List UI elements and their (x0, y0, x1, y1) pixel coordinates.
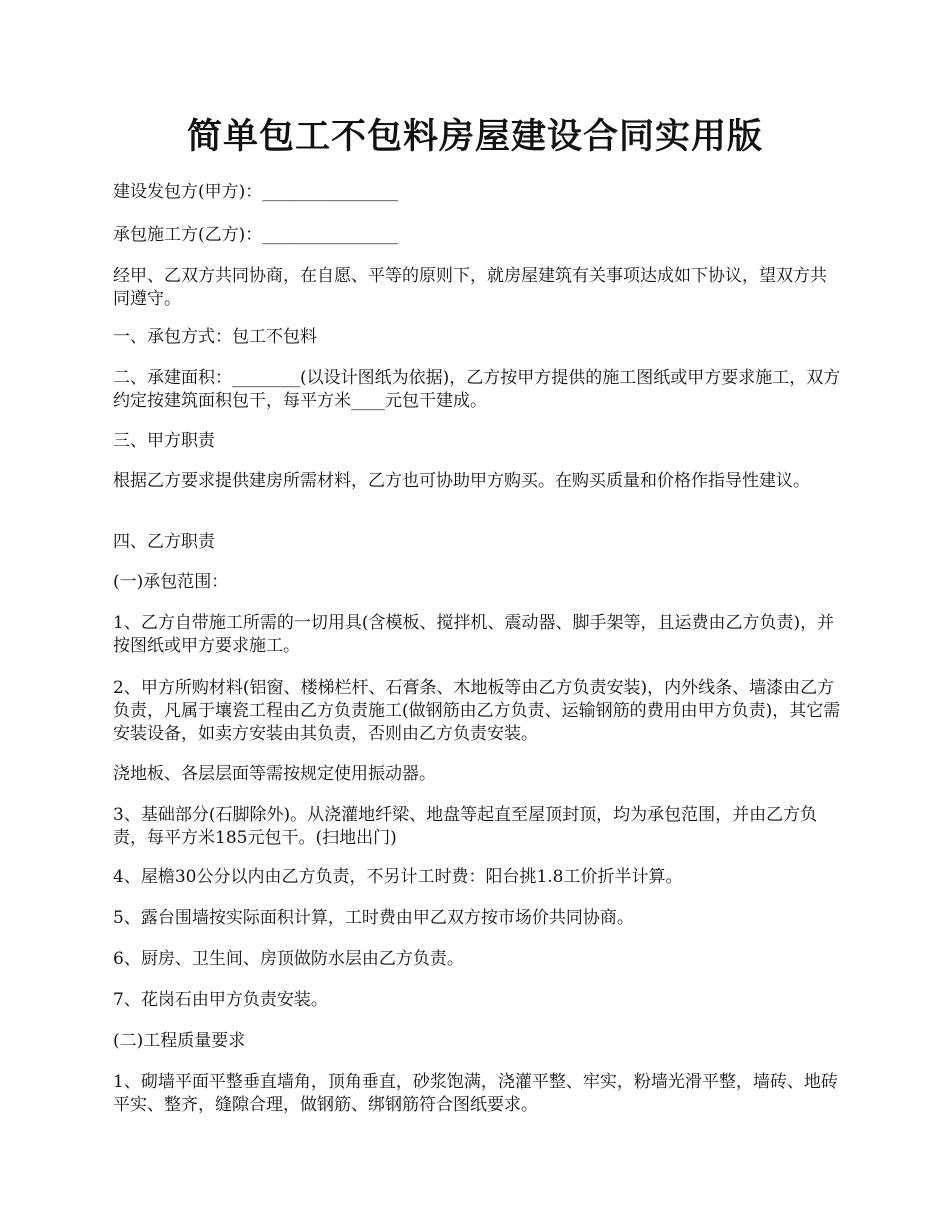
paragraph-scope-item-7: 7、花岗石由甲方负责安装。 (113, 990, 328, 1010)
paragraph-scope-item-4: 4、屋檐30公分以内由乙方负责，不另计工时费：阳台挑1.8工价折半计算。 (113, 867, 683, 887)
paragraph-party-a: 建设发包方(甲方)：________________ (113, 182, 399, 202)
paragraph-scope-item-1: 1、乙方自带施工所需的一切用具(含模板、搅拌机、震动器、脚手架等，且运费由乙方负责)，并按图纸或甲方要求施工。 (113, 613, 835, 656)
paragraph-section-1: 一、承包方式：包工不包料 (113, 327, 317, 347)
paragraph-scope-heading: (一)承包范围： (113, 572, 229, 592)
document-title: 简单包工不包料房屋建设合同实用版 (186, 116, 763, 157)
paragraph-quality-heading: (二)工程质量要求 (113, 1031, 246, 1051)
paragraph-section-3-heading: 三、甲方职责 (113, 431, 215, 451)
paragraph-intro: 经甲、乙双方共同协商，在自愿、平等的原则下，就房屋建筑有关事项达成如下协议，望双方共同遵守。 (113, 266, 827, 309)
paragraph-party-b: 承包施工方(乙方)：________________ (113, 225, 399, 245)
paragraph-section-4-heading: 四、乙方职责 (113, 532, 215, 552)
paragraph-scope-item-6: 6、厨房、卫生间、房顶做防水层由乙方负责。 (113, 949, 464, 969)
paragraph-section-3-body: 根据乙方要求提供建房所需材料，乙方也可协助甲方购买。在购买质量和价格作指导性建议。 (113, 471, 810, 491)
paragraph-section-2: 二、承建面积：________(以设计图纸为依据)，乙方按甲方提供的施工图纸或甲方要求施工，双方约定按建筑面积包干，每平方米____元包干建成。 (113, 368, 841, 411)
paragraph-scope-item-5: 5、露台围墙按实际面积计算，工时费由甲乙双方按市场价共同协商。 (113, 908, 634, 928)
paragraph-scope-item-3: 3、基础部分(石脚除外)。从浇灌地纤梁、地盘等起直至屋顶封顶，均为承包范围，并由乙方负责，每平方米185元包干。(扫地出门) (113, 805, 818, 848)
paragraph-quality-item-1: 1、砌墙平面平整垂直墙角，顶角垂直，砂浆饱满，浇灌平整、牢实，粉墙光滑平整，墙砖、地砖平实、整齐，缝隙合理，做钢筋、绑钢筋符合图纸要求。 (113, 1072, 838, 1115)
paragraph-vibrator-note: 浇地板、各层层面等需按规定使用振动器。 (113, 764, 436, 784)
paragraph-scope-item-2: 2、甲方所购材料(铝窗、楼梯栏杆、石膏条、木地板等由乙方负责安装)，内外线条、墙漆由乙方负责，凡属于壤瓷工程由乙方负责施工(做钢筋由乙方负责、运输钢筋的费用由甲方负责)，其它需安装设备，如卖方安装由其负责，否则由乙方负责安装。 (113, 678, 841, 744)
